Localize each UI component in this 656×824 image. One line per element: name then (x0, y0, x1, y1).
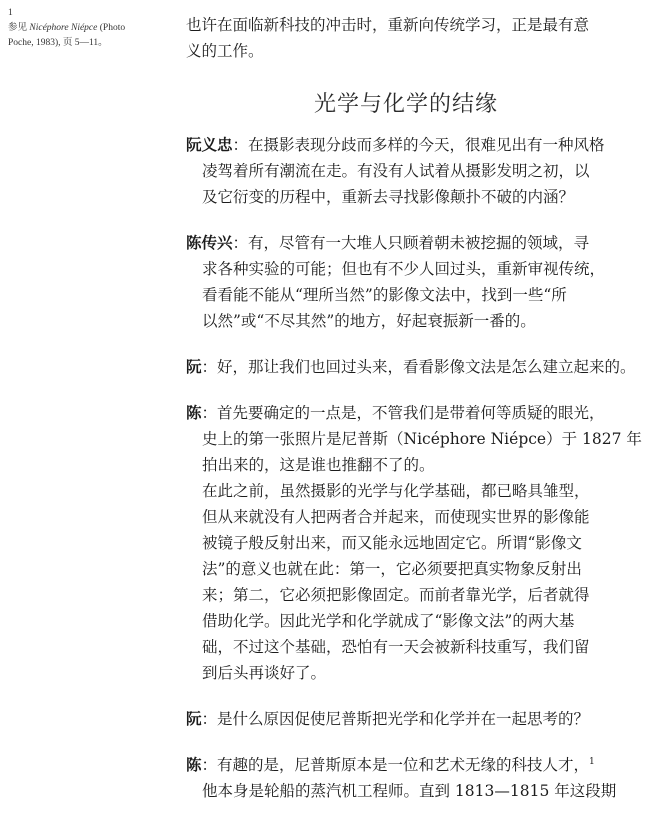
speaker-name: 陈传兴 (186, 233, 233, 252)
footnote-reference: 1 (589, 756, 595, 767)
footnote-suffix-line2: Poche, 1983), 页 5—11。 (8, 38, 108, 48)
dialogue-line: ：是什么原因促使尼普斯把光学和化学并在一起思考的？ (201, 710, 590, 728)
intro-line: 义的工作。 (186, 42, 264, 60)
dialogue-line: 被镜子般反射出来，而又能永远地固定它。所谓“影像文 (202, 534, 582, 552)
dialogue-line: ：好，那让我们也回过头来，看看影像文法是怎么建立起来的。 (201, 358, 636, 376)
dialogue-line: ：有趣的是，尼普斯原本是一位和艺术无缘的科技人才， (201, 756, 590, 774)
dialogue-line: ：首先要确定的一点是，不管我们是带着何等质疑的眼光， (201, 404, 605, 422)
dialogue-line: 史上的第一张照片是尼普斯（Nicéphore Niépce）于 1827 年 (202, 430, 642, 448)
dialogue-line: 求各种实验的可能；但也有不少人回过头，重新审视传统， (202, 260, 606, 278)
footnote-prefix: 参见 (8, 23, 30, 33)
dialogue-paragraph (186, 752, 626, 804)
dialogue-line: 以然”或“不尽其然”的地方，好起衰振新一番的。 (202, 312, 536, 330)
main-text (186, 12, 642, 824)
footnote (8, 6, 168, 51)
section-title: 光学与化学的结缘 (313, 92, 498, 117)
dialogue-paragraph (186, 354, 636, 380)
dialogue-line: 来；第二，它必须把影像固定。而前者靠光学，后者就得 (202, 586, 590, 604)
dialogue-line: 拍出来的，这是谁也推翻不了的。 (202, 456, 435, 474)
dialogue-line: ：在摄影表现分歧而多样的今天，很难见出有一种风格 (232, 136, 605, 154)
dialogue-line: 他本身是轮船的蒸汽机工程师。直到 1813—1815 年这段期 (202, 782, 617, 800)
footnote-suffix: (Photo (99, 23, 126, 33)
dialogue-line: 础，不过这个基础，恐怕有一天会被新科技重写，我们留 (202, 638, 590, 656)
dialogue-paragraph (186, 132, 626, 210)
dialogue-line: 看看能不能从“理所当然”的影像文法中，找到一些“所 (202, 286, 567, 304)
dialogue-line: ：有，尽管有一大堆人只顾着朝未被挖掘的领域，寻 (232, 234, 590, 252)
speaker-name: 阮 (186, 357, 202, 376)
dialogue-line: 到后头再谈好了。 (202, 664, 327, 682)
speaker-name: 阮 (186, 709, 202, 728)
speaker-name: 陈 (186, 755, 202, 774)
speaker-name: 阮义忠 (186, 135, 233, 154)
speaker-name: 陈 (186, 403, 202, 422)
footnote-title: Nicéphore Niépce (29, 23, 98, 33)
dialogue-paragraph (186, 230, 626, 334)
dialogue-line: 借助化学。因此光学和化学就成了“影像文法”的两大基 (202, 612, 575, 630)
intro-line: 也许在面临新科技的冲击时，重新向传统学习，正是最有意 (186, 16, 590, 34)
dialogue-line: 凌驾着所有潮流在走。有没有人试着从摄影发明之初，以 (202, 162, 590, 180)
dialogue-paragraph (186, 400, 642, 686)
dialogue-line: 在此之前，虽然摄影的光学与化学基础，都已略具雏型， (202, 482, 590, 500)
dialogue-line: 及它衍变的历程中，重新去寻找影像颠扑不破的内涵？ (202, 188, 575, 206)
dialogue-paragraph (186, 706, 626, 732)
dialogue-line: 但从来就没有人把两者合并起来，而使现实世界的影像能 (202, 508, 590, 526)
footnote-mark: 1 (8, 8, 13, 18)
dialogue-line: 法”的意义也就在此：第一，它必须要把真实物象反射出 (202, 560, 582, 578)
